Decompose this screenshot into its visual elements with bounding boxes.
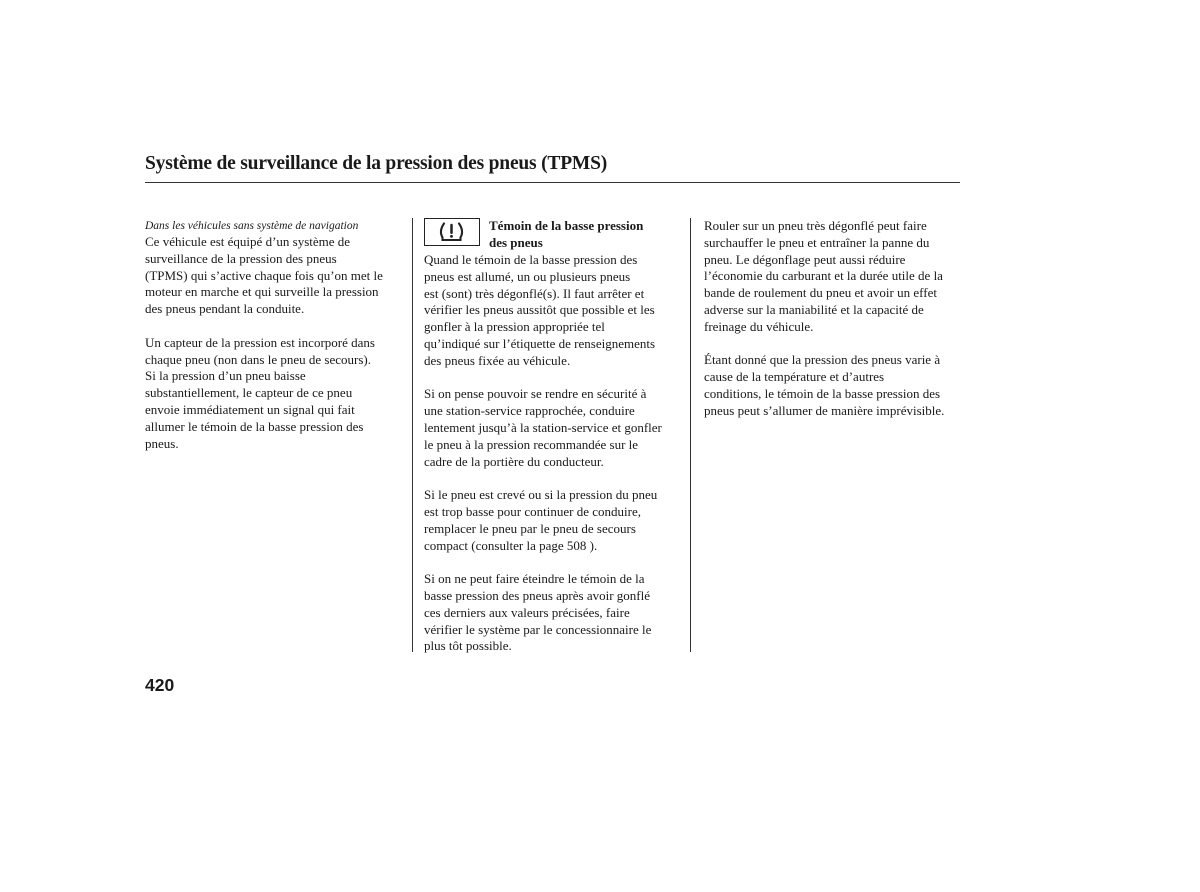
- paragraph: Si on ne peut faire éteindre le témoin de la basse pression des pneus après avoir gonflé ces derniers aux valeurs précisées, faire vérifier le système par le concessionnaire le plus tôt possible.: [424, 571, 652, 654]
- paragraph: Un capteur de la pression est incorporé dans chaque pneu (non dans le pneu de secours). Si la pression d’un pneu baisse substantiellement, le capteur de ce pneu envoie immédiatement un signal qui fait allumer le témoin de la basse pression des pneus.: [145, 334, 375, 451]
- column-1: [145, 218, 405, 469]
- indicator-header: [424, 218, 682, 252]
- paragraph: Quand le témoin de la basse pression des pneus est allumé, un ou plusieurs pneus est (sont) très dégonflé(s). Il faut arrêter et vérifier les pneus aussitôt que possible et les gonfler à la pression appropriée tel qu’indiqué sur l’étiquette de renseignements des pneus fixée au véhicule.: [424, 252, 656, 368]
- paragraph: Si le pneu est crevé ou si la pression du pneu est trop basse pour continuer de conduire, remplacer le pneu par le pneu de secours compact (consulter la page 508 ).: [424, 487, 658, 553]
- column-2: [424, 218, 682, 672]
- column-3: [704, 218, 964, 436]
- paragraph: Étant donné que la pression des pneus varie à cause de la température et d’autres conditions, le témoin de la basse pression des pneus peut s’allumer de manière imprévisible.: [704, 352, 945, 418]
- tire-pressure-warning-icon: [424, 218, 480, 246]
- indicator-heading: Témoin de la basse pression des pneus: [489, 218, 644, 250]
- title-rule: [145, 182, 960, 183]
- paragraph: Ce véhicule est équipé d’un système de surveillance de la pression des pneus (TPMS) qui s’active chaque fois qu’on met le moteur en marche et qui surveille la pression des pneus pendant la conduite.: [145, 234, 383, 317]
- column-divider: [412, 218, 413, 652]
- paragraph: Rouler sur un pneu très dégonflé peut faire surchauffer le pneu et entraîner la panne du pneu. Le dégonflage peut aussi réduire l’économie du carburant et la durée utile de la bande de roulement du pneu et avoir un effet adverse sur la maniabilité et la capacité de freinage du véhicule.: [704, 218, 943, 334]
- paragraph: Si on pense pouvoir se rendre en sécurité à une station-service rapprochée, conduire lentement jusqu’à la station-service et gonfler le pneu à la pression recommandée sur le cadre de la portière du conducteur.: [424, 386, 662, 469]
- page-number: 420: [145, 675, 175, 695]
- column-divider: [690, 218, 691, 652]
- page-title: Système de surveillance de la pression des pneus (TPMS): [145, 153, 608, 174]
- navigation-note: Dans les véhicules sans système de navigation: [145, 220, 359, 232]
